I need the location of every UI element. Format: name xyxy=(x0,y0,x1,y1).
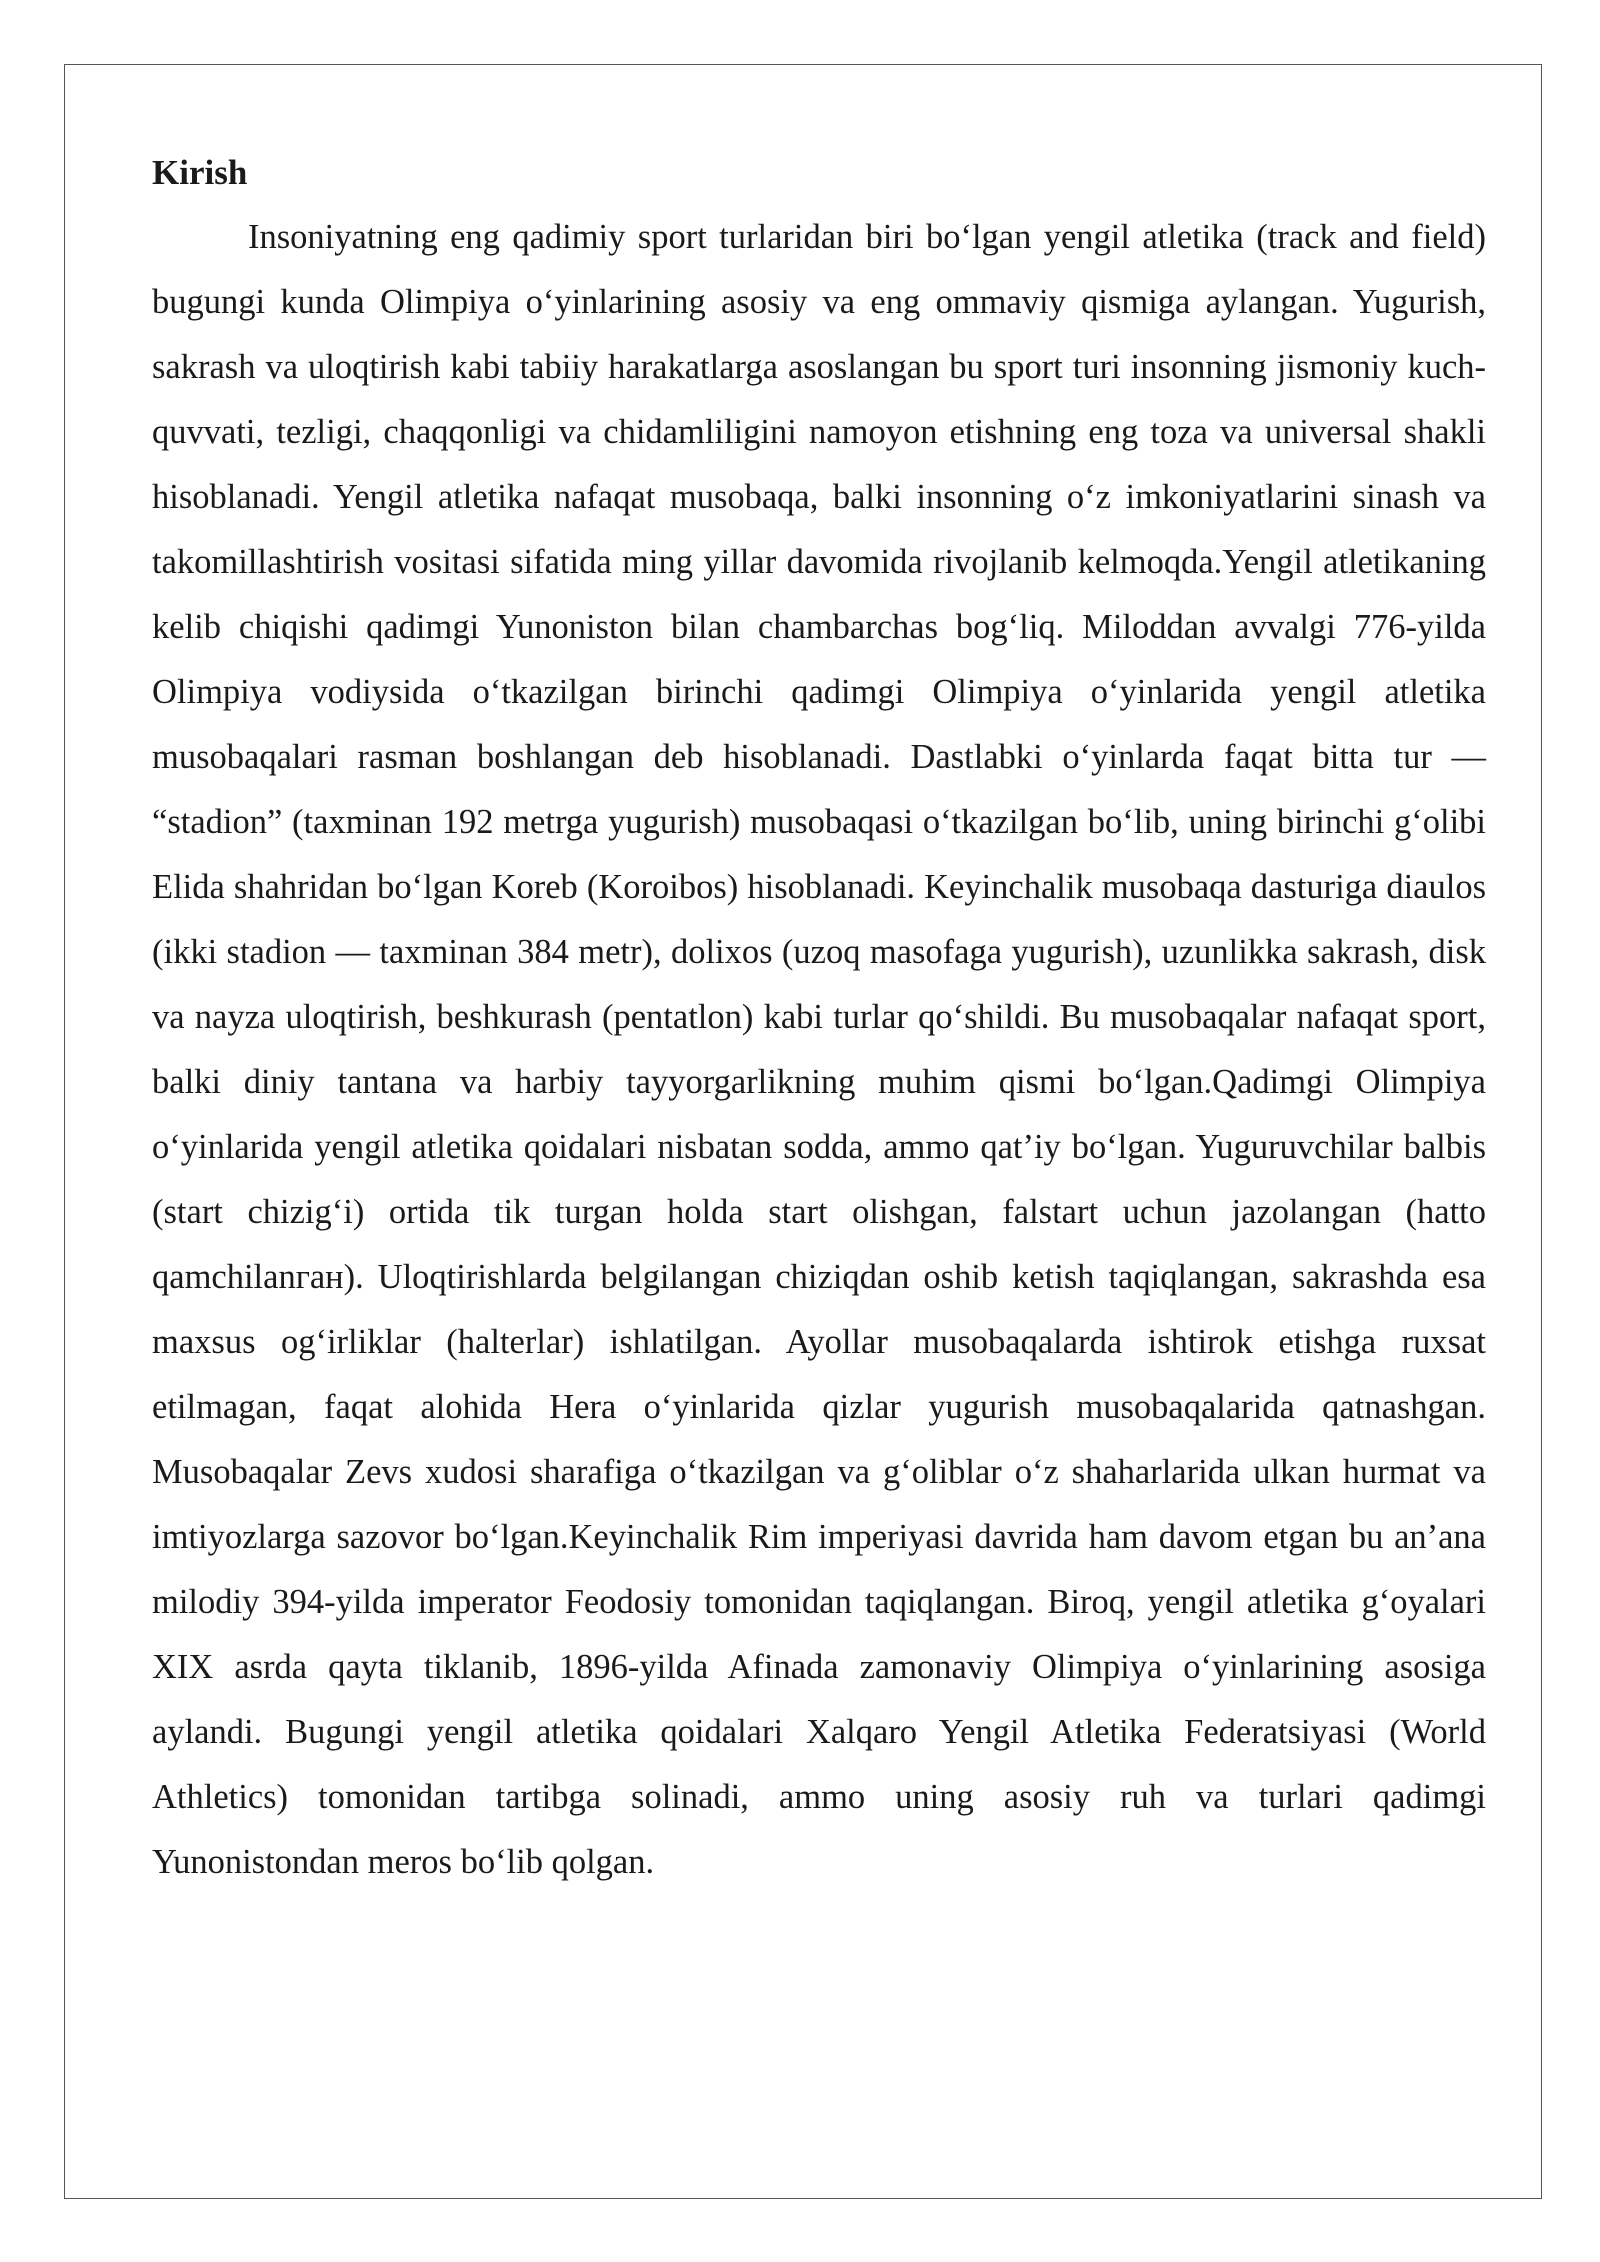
section-heading: Kirish xyxy=(152,153,248,192)
document-body xyxy=(152,140,1486,1895)
body-paragraph: Insoniyatning eng qadimiy sport turlaridan biri bo‘lgan yengil atletika (track and field) bugungi kunda Olimpiya o‘yinlarining asosiy va eng ommaviy qismiga aylangan. Yugurish, sakrash va uloqtirish kabi tabiiy harakatlarga asoslangan bu sport turi insonning jismoniy kuch-quvvati, tezligi, chaqqonligi va chidamliligini namoyon etishning eng toza va universal shakli hisoblanadi. Yengil atletika nafaqat musobaqa, balki insonning o‘z imkoniyatlarini sinash va takomillashtirish vositasi sifatida ming yillar davomida rivojlanib kelmoqda.Yengil atletikaning kelib chiqishi qadimgi Yunoniston bilan chambarchas bog‘liq. Miloddan avvalgi 776-yilda Olimpiya vodiysida o‘tkazilgan birinchi qadimgi Olimpiya o‘yinlarida yengil atletika musobaqalari rasman boshlangan deb hisoblanadi. Dastlabki o‘yinlarda faqat bitta tur — “stadion” (taxminan 192 metrga yugurish) musobaqasi o‘tkazilgan bo‘lib, uning birinchi g‘olibi Elida shahridan bo‘lgan Koreb (Koroibos) hisoblanadi. Keyinchalik musobaqa dasturiga diaulos (ikki stadion — taxminan 384 metr), dolixos (uzoq masofaga yugurish), uzunlikka sakrash, disk va nayza uloqtirish, beshkurash (pentatlon) kabi turlar qo‘shildi. Bu musobaqalar nafaqat sport, balki diniy tantana va harbiy tayyorgarlikning muhim qismi bo‘lgan.Qadimgi Olimpiya o‘yinlarida yengil atletika qoidalari nisbatan sodda, ammo qat’iy bo‘lgan. Yuguruvchilar balbis (start chizig‘i) ortida tik turgan holda start olishgan, falstart uchun jazolangan (hatto qamchilanган). Uloqtirishlarda belgilangan chiziqdan oshib ketish taqiqlangan, sakrashda esa maxsus og‘irliklar (halterlar) ishlatilgan. Ayollar musobaqalarda ishtirok etishga ruxsat etilmagan, faqat alohida Hera o‘yinlarida qizlar yugurish musobaqalarida qatnashgan. Musobaqalar Zevs xudosi sharafiga o‘tkazilgan va g‘oliblar o‘z shaharlarida ulkan hurmat va imtiyozlarga sazovor bo‘lgan.Keyinchalik Rim imperiyasi davrida ham davom etgan bu an’ana milodiy 394-yilda imperator Feodosiy tomonidan taqiqlangan. Biroq, yengil atletika g‘oyalari XIX asrda qayta tiklanib, 1896-yilda Afinada zamonaviy Olimpiya o‘yinlarining asosiga aylandi. Bugungi yengil atletika qoidalari Xalqaro Yengil Atletika Federatsiyasi (World Athletics) tomonidan tartibga solinadi, ammo uning asosiy ruh va turlari qadimgi Yunonistondan meros bo‘lib qolgan. xyxy=(152,218,1486,1881)
